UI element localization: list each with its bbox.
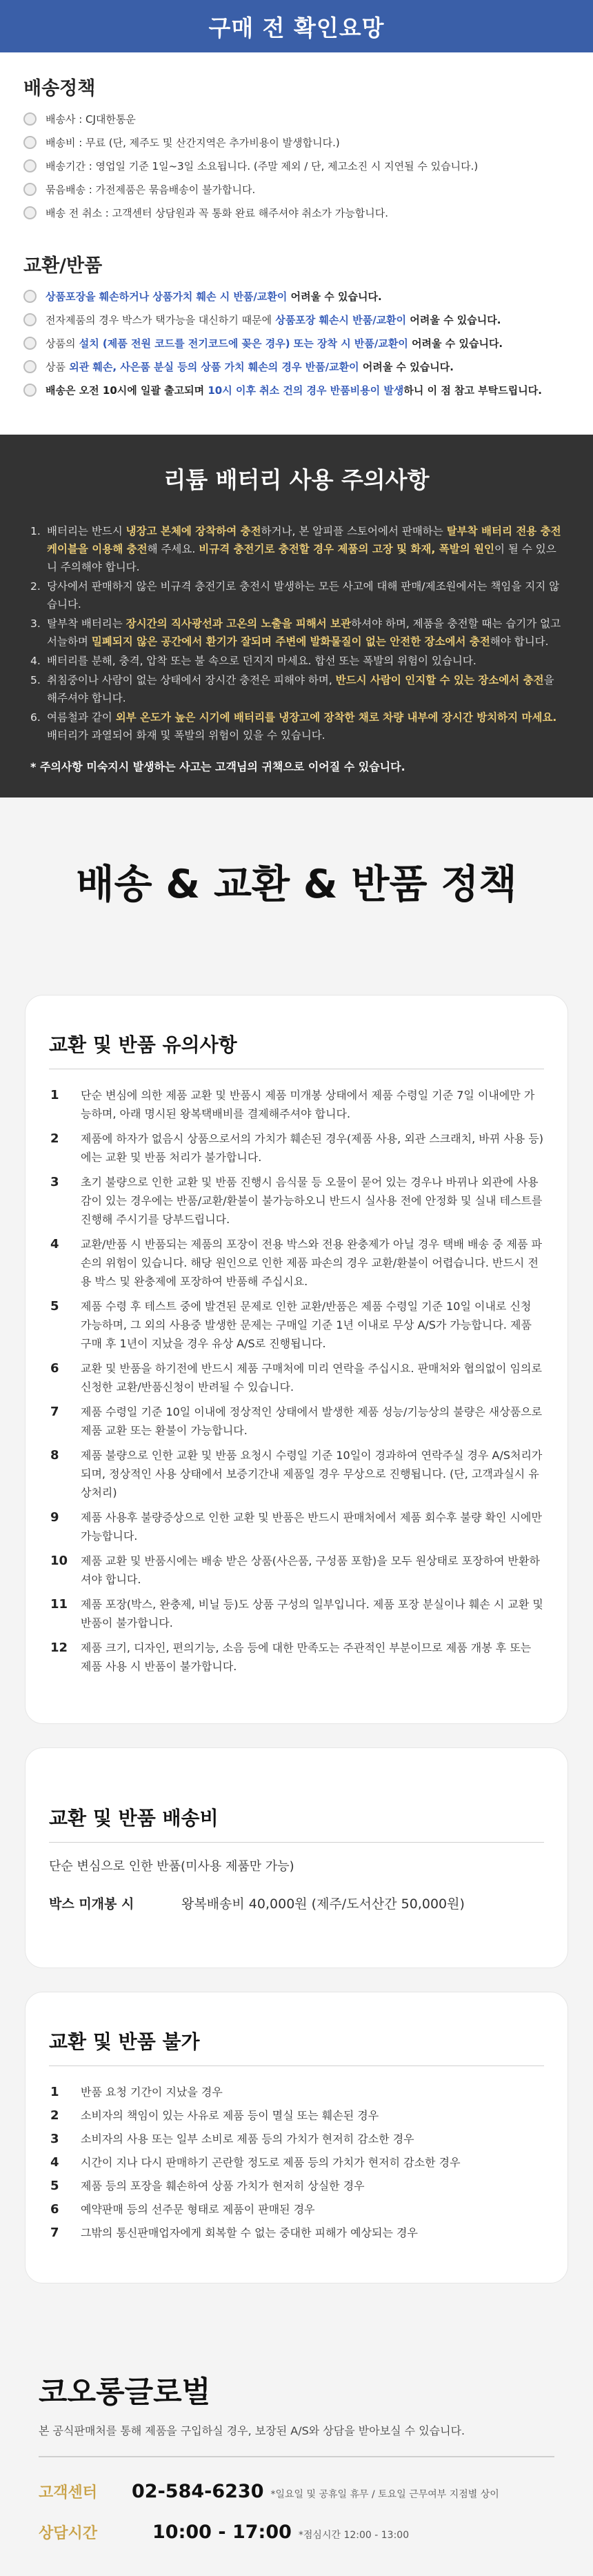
- list-item: 배송비 : 무료 (단, 제주도 및 산간지역은 추가비용이 발생합니다.): [23, 136, 570, 149]
- exchange-note-item-text: 제품 크기, 디자인, 편의기능, 소음 등에 대한 만족도는 주관적인 부분이므로 제품 개봉 후 또는 제품 사용 시 반품이 불가합니다.: [81, 1641, 532, 1673]
- return-impossible-item-number: 6: [50, 2202, 59, 2217]
- return-impossible-title: 교환 및 반품 불가: [49, 2027, 544, 2066]
- bullet-icon: [23, 159, 37, 172]
- exchange-note-item: [49, 1595, 544, 1632]
- battery-caution-fragment: 해야 합니다.: [490, 635, 549, 648]
- exchange-notes-title: 교환 및 반품 유의사항: [49, 1030, 544, 1069]
- battery-caution-highlight: 탈부착 배터리 전용 충전 케이블을 이용해 충전: [47, 525, 561, 555]
- exchange-note-item: [49, 1235, 544, 1291]
- exchange-return-section: [0, 246, 593, 435]
- battery-caution-fragment: 이 될 수 있으니 주의해야 합니다.: [47, 543, 556, 573]
- shipping-fee-card: [25, 1747, 568, 1968]
- return-impossible-item-number: 3: [50, 2132, 59, 2146]
- consult-hours-note: *점심시간 12:00 - 13:00: [298, 2530, 410, 2541]
- exchange-notes-card: [25, 995, 568, 1724]
- policy-section: [0, 797, 593, 2350]
- exchange-note-item-number: 2: [50, 1131, 59, 1146]
- bullet-icon: [23, 206, 37, 219]
- exchange-note-item-text: 교환 및 반품을 하기전에 반드시 제품 구매처에 미리 연락을 주십시요. 판매처와 협의없이 임의로 신청한 교환/반품신청이 반려될 수 있습니다.: [81, 1362, 542, 1394]
- battery-caution-section: [0, 435, 593, 797]
- battery-caution-item: [30, 709, 563, 744]
- shipping-fee-row: [49, 1894, 544, 1912]
- shipping-policy-title: 배송정책: [23, 78, 96, 99]
- battery-caution-highlight: 냉장고 본체에 장착하여 충전: [125, 525, 261, 537]
- list-item: 배송 전 취소 : 고객센터 상담원과 꼭 통화 완료 해주셔야 취소가 가능합니다.: [23, 206, 570, 219]
- return-impossible-item-text: 소비자의 책임이 있는 사유로 제품 등이 멸실 또는 훼손된 경우: [81, 2109, 379, 2122]
- exchange-note-item-text: 제품 포장(박스, 완충제, 비닐 등)도 상품 구성의 일부입니다. 제품 포장 분실이나 훼손 시 교환 및 반품이 불가합니다.: [81, 1598, 543, 1629]
- exchange-note-item: [49, 1403, 544, 1440]
- battery-caution-fragment: 하거나, 본 알피플 스토어에서 판매하는: [261, 525, 447, 537]
- return-impossible-item: [49, 2106, 544, 2125]
- exchange-note-item-number: 10: [50, 1554, 68, 1568]
- list-item: 전자제품의 경우 박스가 택가능을 대신하기 때문에 상품포장 훼손시 반품/교환이 어려울 수 있습니다.: [23, 313, 570, 326]
- battery-caution-number: 5.: [30, 674, 41, 686]
- battery-caution-list: [30, 522, 563, 744]
- battery-caution-highlight: 밀폐되지 않은 공간에서 환기가 잘되며 주변에 발화물질이 없는 안전한 장소에서 충전: [91, 635, 490, 648]
- battery-caution-highlight: 반드시 사람이 인지할 수 있는 장소에서 충전: [335, 674, 544, 686]
- return-impossible-item: [49, 2153, 544, 2172]
- return-impossible-item-number: 1: [50, 2085, 59, 2099]
- exchange-note-item-text: 제품 불량으로 인한 교환 및 반품 요청시 수령일 기준 10일이 경과하여 연락주실 경우 A/S처리가 되며, 정상적인 사용 상태에서 보증기간내 제품일 경우 무상으로 진행됩니다. (단, 고객과실시 유상처리): [81, 1449, 543, 1499]
- battery-caution-highlight: 장시간의 직사광선과 고온의 노출을 피해서 보관: [125, 617, 352, 630]
- exchange-note-item: [49, 1173, 544, 1229]
- battery-caution-fragment: 배터리는 반드시: [47, 525, 126, 537]
- return-impossible-item: [49, 2130, 544, 2148]
- company-description: 본 공식판매처를 통해 제품을 구입하실 경우, 보장된 A/S와 상담을 받아보실 수 있습니다.: [39, 2422, 554, 2457]
- battery-caution-fragment: 하셔야 하며, 제품을 충전할 때는 습기가 없고 서늘하며: [47, 617, 561, 648]
- exchange-note-item: [49, 1359, 544, 1396]
- return-impossible-item: [49, 2083, 544, 2101]
- exchange-note-item-text: 제품 사용후 불량증상으로 인한 교환 및 반품은 반드시 판매처에서 제품 회수후 불량 확인 시에만 가능합니다.: [81, 1511, 542, 1543]
- list-item: 배송기간 : 영업일 기준 1일~3일 소요됩니다. (주말 제외 / 단, 제고소진 시 지연될 수 있습니다.): [23, 159, 570, 172]
- exchange-note-item-number: 12: [50, 1641, 68, 1655]
- exchange-note-item-number: 8: [50, 1448, 59, 1463]
- exchange-note-item-number: 11: [50, 1597, 68, 1612]
- exchange-note-item-text: 제품 수령일 기준 10일 이내에 정상적인 상태에서 발생한 제품 성능/기능상의 불량은 새상품으로 제품 교환 또는 환불이 가능합니다.: [81, 1405, 543, 1437]
- battery-caution-item: [30, 652, 563, 670]
- exchange-note-item-text: 제품 수령 후 테스트 중에 발견된 문제로 인한 교환/반품은 제품 수령일 기준 10일 이내로 신청 가능하며, 그 외의 사용중 발생한 문제는 구매일 기준 1년 이내로 무상 A/S가 가능합니다. 제품 구매 후 1년이 지났을 경우 유상 A/S로 진행됩니다.: [81, 1300, 532, 1350]
- battery-caution-highlight: 비규격 충전기로 충전할 경우 제품의 고장 및 화재, 폭발의 원인: [199, 543, 495, 555]
- exchange-note-item-number: 3: [50, 1175, 59, 1189]
- battery-caution-title: 리튬 배터리 사용 주의사항: [163, 466, 430, 493]
- battery-caution-fragment: 당사에서 판매하지 않은 비규격 충전기로 충전시 발생하는 모든 사고에 대해 판매/제조원에서는 책임을 지지 않습니다.: [47, 580, 560, 611]
- battery-caution-fragment: 해 주세요.: [147, 543, 199, 555]
- bullet-icon: [23, 313, 37, 326]
- battery-caution-number: 1.: [30, 525, 41, 537]
- exchange-note-item-text: 교환/반품 시 반품되는 제품의 포장이 전용 박스와 전용 완충제가 아닐 경우 택배 배송 중 제품 파손의 위험이 있습니다. 해당 원인으로 인한 제품 파손의 경우 교환/환불이 어렵습니다. 반드시 전용 박스 및 완충제에 포장하여 반품해 주십시요.: [81, 1238, 543, 1288]
- return-impossible-item-text: 예약판매 등의 선주문 형태로 제품이 판매된 경우: [81, 2203, 315, 2216]
- exchange-note-item-text: 초기 불량으로 인한 교환 및 반품 진행시 음식물 등 오물이 묻어 있는 경우나 바뀌나 외관에 사용감이 있는 경우에는 반품/교환/환불이 불가능하오니 반드시 실사용 전에 안정화 및 실내 테스트를 진행해 주시기를 당부드립니다.: [81, 1176, 543, 1226]
- exchange-note-item-number: 7: [50, 1405, 59, 1419]
- battery-caution-item: [30, 615, 563, 651]
- customer-center-row: [39, 2481, 554, 2502]
- header-bar: [0, 0, 593, 52]
- return-impossible-item-number: 2: [50, 2108, 59, 2123]
- exchange-note-item: [49, 1297, 544, 1353]
- return-impossible-item-number: 7: [50, 2226, 59, 2240]
- company-name: 코오롱글로벌: [39, 2375, 211, 2410]
- return-impossible-item-text: 그밖의 통신판매업자에게 회복할 수 없는 중대한 피해가 예상되는 경우: [81, 2226, 418, 2239]
- exchange-note-item-text: 단순 변심에 의한 제품 교환 및 반품시 제품 미개봉 상태에서 제품 수령일 기준 7일 이내에만 가능하며, 아래 명시된 왕복택배비를 결제해주셔야 합니다.: [81, 1089, 535, 1120]
- return-impossible-item-number: 4: [50, 2155, 59, 2170]
- exchange-note-item-number: 4: [50, 1237, 59, 1251]
- bullet-icon: [23, 183, 37, 196]
- exchange-note-item: [49, 1552, 544, 1589]
- battery-caution-item: [30, 671, 563, 707]
- exchange-note-item-text: 제품에 하자가 없음시 상품으로서의 가치가 훼손된 경우(제품 사용, 외관 스크래치, 바뀌 사용 등)에는 교환 및 반품 처리가 불가합니다.: [81, 1132, 544, 1164]
- list-item: 상품 외관 훼손, 사은품 분실 등의 상품 가치 훼손의 경우 반품/교환이 어려울 수 있습니다.: [23, 360, 570, 373]
- battery-caution-highlight: 외부 온도가 높은 시기에 배터리를 냉장고에 장착한 채로 차량 내부에 장시간 방치하지 마세요.: [115, 711, 557, 724]
- return-impossible-item: [49, 2223, 544, 2242]
- return-impossible-item-text: 소비자의 사용 또는 일부 소비로 제품 등의 가치가 현저히 감소한 경우: [81, 2132, 414, 2146]
- battery-caution-text: [47, 577, 563, 613]
- exchange-note-item-text: 제품 교환 및 반품시에는 배송 받은 상품(사은품, 구성품 포함)을 모두 원상태로 포장하여 반환하셔야 합니다.: [81, 1554, 540, 1586]
- battery-caution-fragment: 을 해주셔야 합니다.: [47, 674, 554, 704]
- shipping-fee-value: 왕복배송비 40,000원 (제주/도서산간 50,000원): [181, 1896, 465, 1912]
- consult-hours-value: 10:00 - 17:00: [152, 2521, 292, 2543]
- bullet-icon: [23, 136, 37, 149]
- exchange-note-item: [49, 1508, 544, 1545]
- shipping-fee-title: 교환 및 반품 배송비: [49, 1803, 544, 1843]
- exchange-note-item-number: 1: [50, 1088, 59, 1102]
- battery-caution-text: [47, 709, 563, 744]
- return-impossible-item-text: 시간이 지나 다시 판매하기 곤란할 정도로 제품 등의 가치가 현저히 감소한 경우: [81, 2156, 461, 2169]
- list-item: 배송사 : CJ대한통운: [23, 112, 570, 126]
- exchange-note-item-number: 9: [50, 1510, 59, 1525]
- return-impossible-card: [25, 1992, 568, 2283]
- battery-caution-number: 2.: [30, 580, 41, 593]
- exchange-note-item: [49, 1446, 544, 1502]
- battery-caution-text: [47, 652, 476, 670]
- return-impossible-list: [49, 2083, 544, 2242]
- list-item: 상품포장을 훼손하거나 상품가치 훼손 시 반품/교환이 어려울 수 있습니다.: [23, 290, 570, 303]
- policy-title: 배송 & 교환 & 반품 정책: [76, 862, 517, 907]
- shipping-policy-list: [23, 112, 570, 219]
- exchange-note-item: [49, 1638, 544, 1676]
- bullet-icon: [23, 337, 37, 350]
- battery-caution-fragment: 여름철과 같이: [47, 711, 116, 724]
- list-item: 묶음배송 : 가전제품은 묶음배송이 불가합니다.: [23, 183, 570, 196]
- shipping-fee-subtitle: 단순 변심으로 인한 반품(미사용 제품만 가능): [49, 1859, 294, 1874]
- bullet-icon: [23, 112, 37, 126]
- battery-caution-item: [30, 522, 563, 576]
- exchange-note-item: [49, 1129, 544, 1167]
- exchange-return-title: 교환/반품: [23, 255, 103, 277]
- exchange-note-item-number: 6: [50, 1361, 59, 1376]
- list-item: 배송은 오전 10시에 일괄 출고되며 10시 이후 취소 건의 경우 반품비용이 발생하니 이 점 참고 부탁드립니다.: [23, 384, 570, 397]
- battery-caution-fragment: 탈부착 배터리는: [47, 617, 126, 630]
- battery-caution-number: 4.: [30, 655, 41, 667]
- exchange-note-item: [49, 1086, 544, 1123]
- return-impossible-item: [49, 2177, 544, 2195]
- company-section: [0, 2350, 593, 2576]
- exchange-note-item-number: 5: [50, 1299, 59, 1314]
- customer-center-label: 고객센터: [39, 2484, 98, 2501]
- battery-warning: * 주의사항 미숙지시 발생하는 사고는 고객님의 귀책으로 이어질 수 있습니다.: [30, 760, 405, 773]
- battery-caution-fragment: 배터리를 분해, 충격, 압착 또는 불 속으로 던지지 마세요. 합선 또는 폭발의 위험이 있습니다.: [47, 655, 476, 667]
- bullet-icon: [23, 384, 37, 397]
- battery-caution-text: [47, 671, 563, 707]
- battery-caution-item: [30, 577, 563, 613]
- battery-caution-number: 3.: [30, 617, 41, 630]
- shipping-fee-label: 박스 미개봉 시: [49, 1896, 134, 1912]
- bullet-icon: [23, 290, 37, 303]
- customer-center-note: *일요일 및 공휴일 휴무 / 토요일 근무여부 지점별 상이: [270, 2489, 499, 2500]
- exchange-notes-list: [49, 1086, 544, 1676]
- return-impossible-item: [49, 2200, 544, 2219]
- page-title: 구매 전 확인요망: [208, 14, 385, 41]
- consult-hours-label: 상담시간: [39, 2525, 98, 2542]
- exchange-return-list: [23, 290, 570, 397]
- battery-caution-text: [47, 522, 563, 576]
- return-impossible-item-text: 반품 요청 기간이 지났을 경우: [81, 2085, 223, 2099]
- battery-caution-fragment: 취침중이나 사람이 없는 상태에서 장시간 충전은 피해야 하며,: [47, 674, 336, 686]
- battery-caution-fragment: 배터리가 과열되어 화재 및 폭발의 위험이 있을 수 있습니다.: [47, 729, 325, 742]
- battery-caution-number: 6.: [30, 711, 41, 724]
- return-impossible-item-number: 5: [50, 2179, 59, 2193]
- battery-caution-text: [47, 615, 563, 651]
- list-item: 상품의 설치 (제품 전원 코드를 전기코드에 꽂은 경우) 또는 장착 시 반품/교환이 어려울 수 있습니다.: [23, 337, 570, 350]
- consult-hours-row: [39, 2521, 554, 2543]
- bullet-icon: [23, 360, 37, 373]
- return-impossible-item-text: 제품 등의 포장을 훼손하여 상품 가치가 현저히 상실한 경우: [81, 2179, 365, 2192]
- shipping-policy-section: [0, 52, 593, 246]
- customer-center-phone[interactable]: 02-584-6230: [132, 2481, 264, 2502]
